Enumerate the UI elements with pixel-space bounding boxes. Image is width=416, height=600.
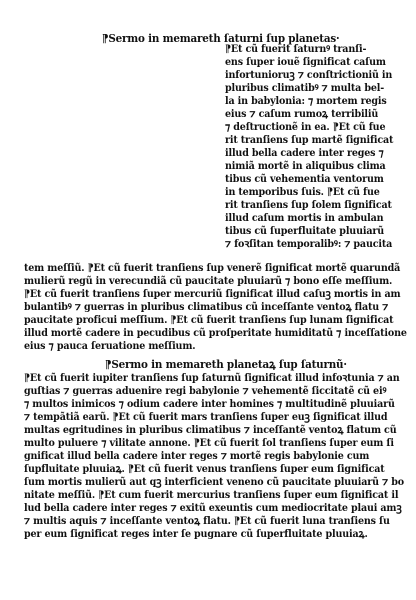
text-line: mulierũ regũ in verecundiã cũ paucitate pluuiarũ ⁊ bono eſſe meſſium. <box>24 275 393 287</box>
text-line: per eum ſignificat reges inter ſe pugnare cũ ſuperfluitate pluuiaꝝ. <box>24 528 368 540</box>
text-line: infortunioruꝫ ⁊ conſtrictioniũ in <box>225 69 393 81</box>
text-line: ens ſuper iouẽ ſignificat caſum <box>225 56 386 68</box>
text-line: ⁋Et cũ fuerit iupiter tranſiens ſup ſaturnũ ſignificat illud infoꝛtunia ⁊ an <box>24 372 400 384</box>
text-line: nitate meſſiũ. ⁋Et cum fuerit mercurius tranſiens ſuper eum ſignificat il <box>24 489 399 501</box>
section-heading: ⁋Sermo in memareth ſaturni ſup planetas· <box>102 32 340 45</box>
text-line: eius ⁊ caſum rumoꝝ terribiliũ <box>225 108 379 120</box>
text-line: la in babylonia: ⁊ mortem regis <box>225 95 387 107</box>
text-line: ⁋Et cũ fuerit ſaturnꝰ tranſi- <box>225 43 367 55</box>
text-line: guſtias ⁊ guerras aduenire regi babylonie ⁊ vehementẽ ſiccitatẽ cũ eiꝰ <box>24 385 387 397</box>
text-line: ⁋Et cũ fuerit tranſiens ſuper mercuriũ ſignificat illud caſuꝫ mortis in am <box>24 288 401 300</box>
text-line: multo puluere ⁊ vilitate annone. ⁋Et cũ fuerit ſol tranſiens ſuper eum ſi <box>24 437 394 449</box>
text-line: ⁊ multos inimicos ⁊ odium cadere inter homines ⁊ multitudinẽ pluuiarũ <box>24 398 395 410</box>
text-line: illud caſum mortis in ambulan <box>225 212 384 224</box>
text-line: bulantibꝰ ⁊ guerras in pluribus climatibus cũ inceſſante ventoꝝ flatu ⁊ <box>24 301 389 313</box>
text-line: illud bella cadere inter reges ⁊ <box>225 147 384 159</box>
text-line: ſum mortis mulierũ aut qꝫ interficient veneno cũ paucitate pluuiarũ ⁊ bo <box>24 476 404 488</box>
text-line: eius ⁊ pauca ſeruatione meſſium. <box>24 340 196 352</box>
text-line: ⁊ multis aquis ⁊ inceſſante ventoꝝ flatu. ⁋Et cũ fuerit luna tranſiens ſu <box>24 515 390 527</box>
text-line: in temporibus ſuis. ⁋Et cũ fue <box>225 186 380 198</box>
text-line: multas egritudines in pluribus climatibus ⁊ inceſſantẽ ventoꝝ flatum cũ <box>24 424 397 436</box>
text-line: tibus cũ ſuperfluitate pluuiarũ <box>225 225 384 237</box>
text-line: pluribus climatibꝰ ⁊ multa bel- <box>225 82 385 94</box>
text-line: rit tranſiens ſup ſolem ſignificat <box>225 199 392 211</box>
text-line: ⁊ deſtructionẽ in ea. ⁋Et cũ fue <box>225 121 386 133</box>
text-line: rit tranſiens ſup martẽ ſignificat <box>225 134 394 146</box>
text-line: tem meſſiũ. ⁋Et cũ fuerit tranſiens ſup venerẽ ſignificat mortẽ quarundã <box>24 262 401 274</box>
text-line: gnificat illud bella cadere inter reges ⁊ mortẽ regis babylonie cum ſupfluitate pluuiaꝝ. ⁋Et cũ fuerit venus tranſiens ſuper eum ſignificat <box>24 450 385 475</box>
text-line: illud mortẽ cadere in pecudibus cũ proſperitate humiditatũ ⁊ inceſſatione <box>24 327 407 339</box>
section-heading: ⁋Sermo in memareth planetaꝝ ſup ſaturnũ· <box>105 358 347 371</box>
text-line: ⁊ foꝛſitan temporalibꝰ: ⁊ paucita <box>225 238 393 250</box>
text-line: lud bella cadere inter reges ⁊ exitũ exeuntis cum mediocritate plaui amꝫ <box>24 502 402 514</box>
text-line: tibus cũ vehementia ventorum <box>225 173 384 185</box>
text-line: ⁊ tempãtiã earũ. ⁋Et cũ fuerit mars tranſiens ſuper euꝫ ſignificat illud <box>24 411 388 423</box>
text-line: paucitate proficui meſſium. ⁋Et cũ fuerit tranſiens ſup lunam ſignificat <box>24 314 394 326</box>
text-line: nimiã mortẽ in aliquibus clima <box>225 160 386 172</box>
